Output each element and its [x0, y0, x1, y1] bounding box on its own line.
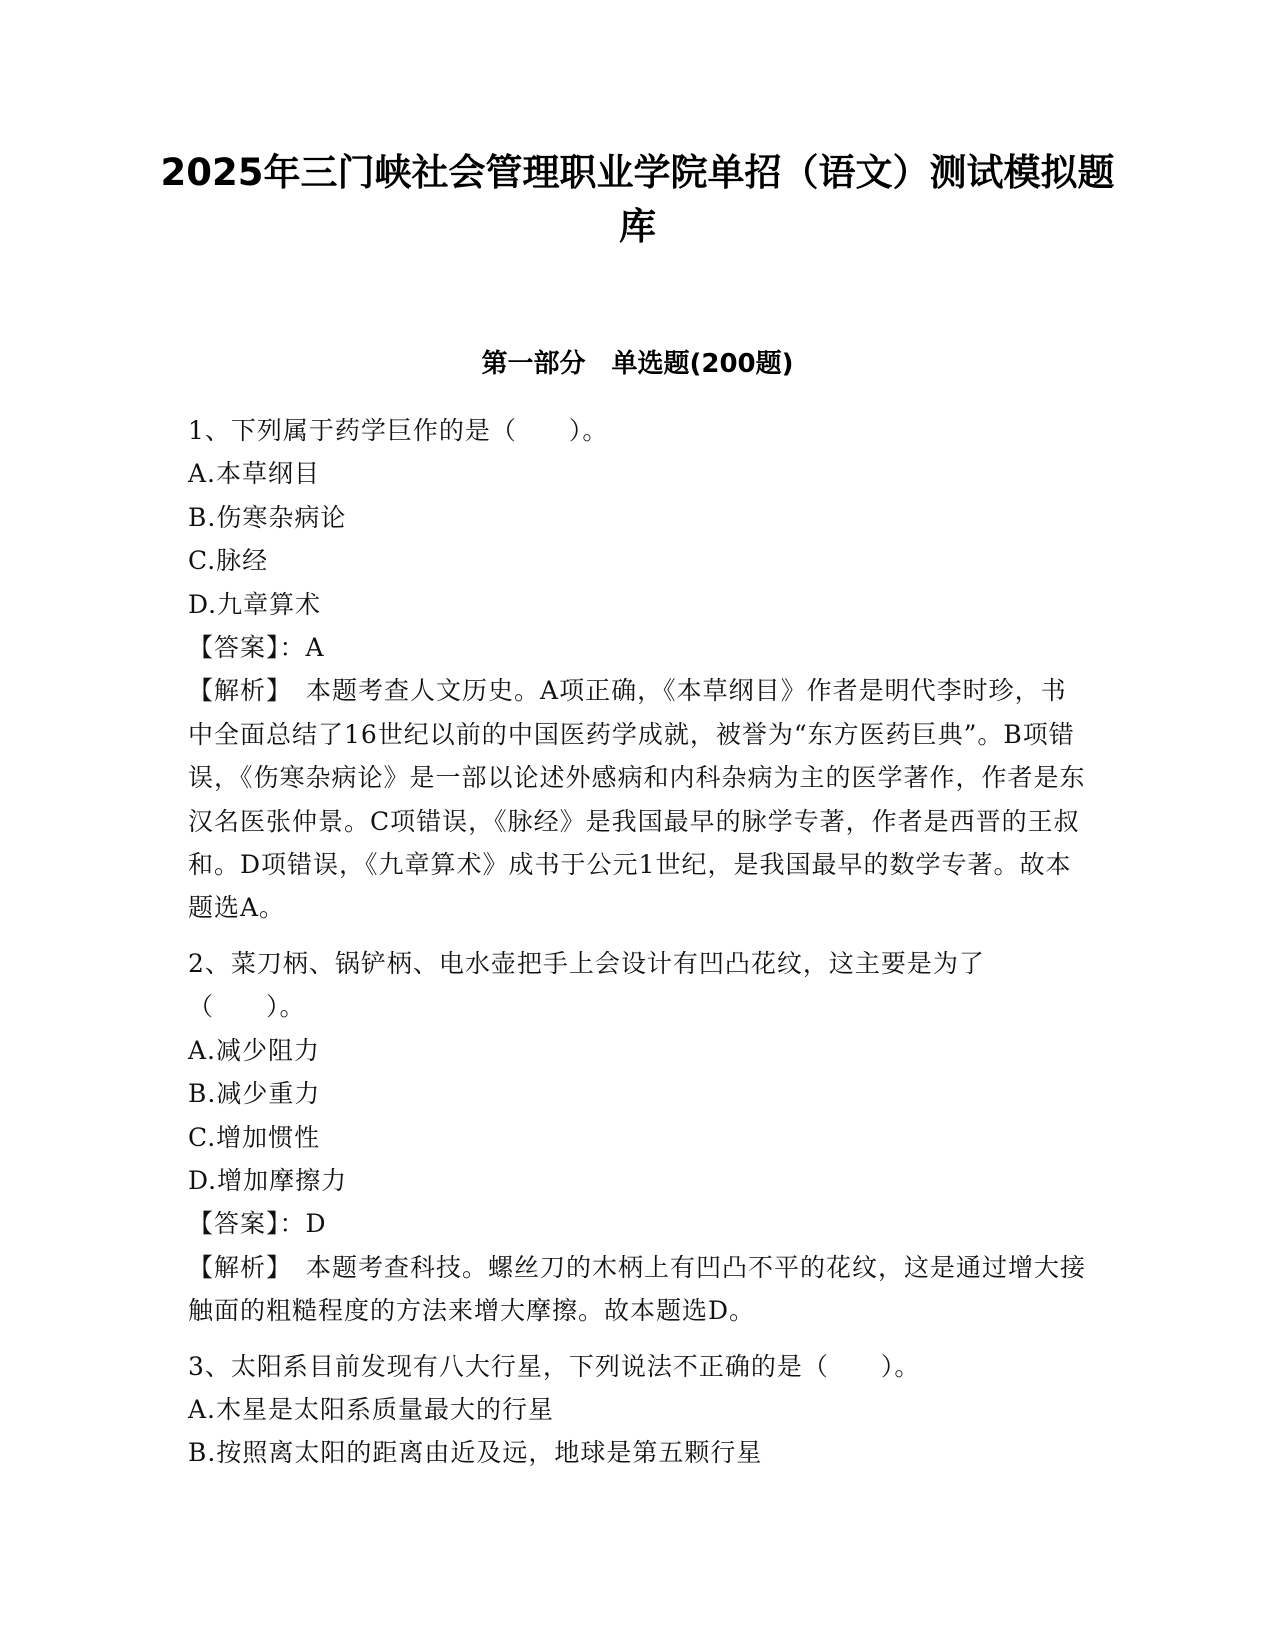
- option-a: A.本草纲目: [188, 459, 321, 489]
- question-list: [188, 409, 1088, 1487]
- analysis-label: 【解析】: [188, 1252, 293, 1282]
- question-3: [188, 1345, 1088, 1475]
- analysis-text: 本题考查科技。螺丝刀的木柄上有凹凸不平的花纹，这是通过增大接触面的粗糙程度的方法来增大摩擦。故本题选D。: [188, 1252, 1087, 1326]
- question-1: [188, 409, 1088, 930]
- document-title: 2025年三门峡社会管理职业学院单招（语文）测试模拟题库: [160, 151, 1115, 248]
- option-a: A.木星是太阳系质量最大的行星: [188, 1394, 555, 1424]
- question-2: [188, 942, 1088, 1333]
- option-d: D.九章算术: [188, 589, 322, 619]
- question-stem: 1、下列属于药学巨作的是（ ）。: [188, 416, 609, 445]
- option-b: B.减少重力: [188, 1079, 321, 1109]
- option-b: B.按照离太阳的距离由近及远，地球是第五颗行星: [188, 1438, 763, 1468]
- option-b: B.伤寒杂病论: [188, 502, 347, 532]
- answer: 【答案】：D: [188, 1209, 327, 1239]
- analysis-text: 本题考查人文历史。A项正确，《本草纲目》作者是明代李时珍，书中全面总结了16世纪以前的中国医药学成就，被誉为“东方医药巨典”。B项错误，《伤寒杂病论》是一部以论述外感病和内科杂病为主的医学著作，作者是东汉名医张仲景。C项错误，《脉经》是我国最早的脉学专著，作者是西晋的王叔和。D项错误，《九章算术》成书于公元1世纪，是我国最早的数学专著。故本题选A。: [188, 676, 1086, 923]
- answer: 【答案】：A: [188, 633, 325, 663]
- analysis-label: 【解析】: [188, 676, 293, 706]
- option-c: C.增加惯性: [188, 1122, 321, 1152]
- option-c: C.脉经: [188, 546, 269, 576]
- option-a: A.减少阻力: [188, 1035, 321, 1065]
- question-stem: 3、太阳系目前发现有八大行星，下列说法不正确的是（ ）。: [188, 1351, 921, 1381]
- option-d: D.增加摩擦力: [188, 1165, 348, 1195]
- analysis: [188, 1246, 1088, 1333]
- question-stem: 2、菜刀柄、锅铲柄、电水壶把手上会设计有凹凸花纹，这主要是为了（ ）。: [188, 948, 985, 1022]
- section-heading: 第一部分 单选题(200题): [481, 349, 794, 379]
- analysis: [188, 669, 1088, 929]
